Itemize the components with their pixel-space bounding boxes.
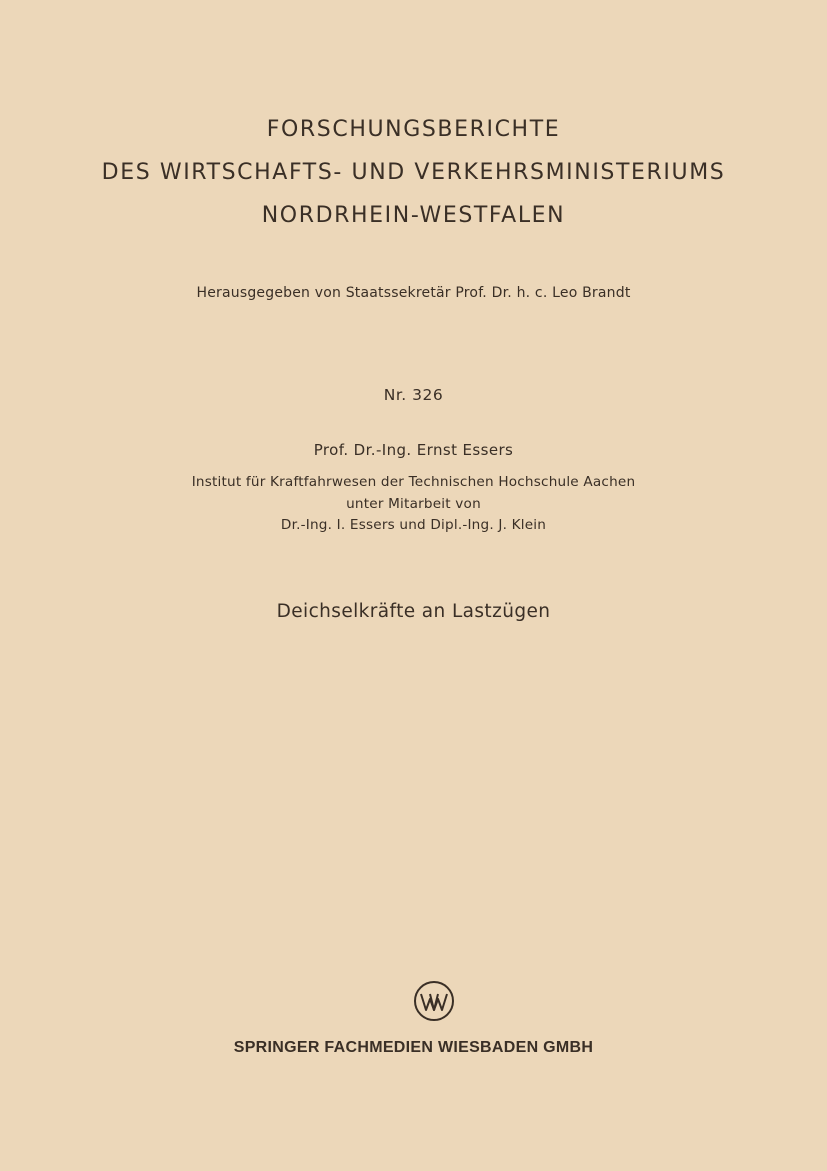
series-title-line-1: FORSCHUNGSBERICHTE <box>266 117 561 142</box>
author-name: Prof. Dr.-Ing. Ernst Essers <box>313 441 514 459</box>
series-title-line-2: DES WIRTSCHAFTS- UND VERKEHRSMINISTERIUMS <box>101 160 726 185</box>
book-title: Deichselkräfte an Lastzügen <box>276 601 551 622</box>
affiliation-line-3: Dr.-Ing. I. Essers und Dipl.-Ing. J. Klein <box>280 517 547 533</box>
volume-number: Nr. 326 <box>383 386 444 404</box>
publisher-name: SPRINGER FACHMEDIEN WIESBADEN GMBH <box>233 1039 594 1056</box>
affiliation-line-1: Institut für Kraftfahrwesen der Technischen Hochschule Aachen <box>191 474 636 490</box>
affiliation-line-2: unter Mitarbeit von <box>346 496 481 512</box>
series-title-line-3: NORDRHEIN-WESTFALEN <box>261 203 566 228</box>
springer-ww-logo-icon <box>413 980 455 1022</box>
editor-line: Herausgegeben von Staatssekretär Prof. Dr. h. c. Leo Brandt <box>196 285 631 301</box>
